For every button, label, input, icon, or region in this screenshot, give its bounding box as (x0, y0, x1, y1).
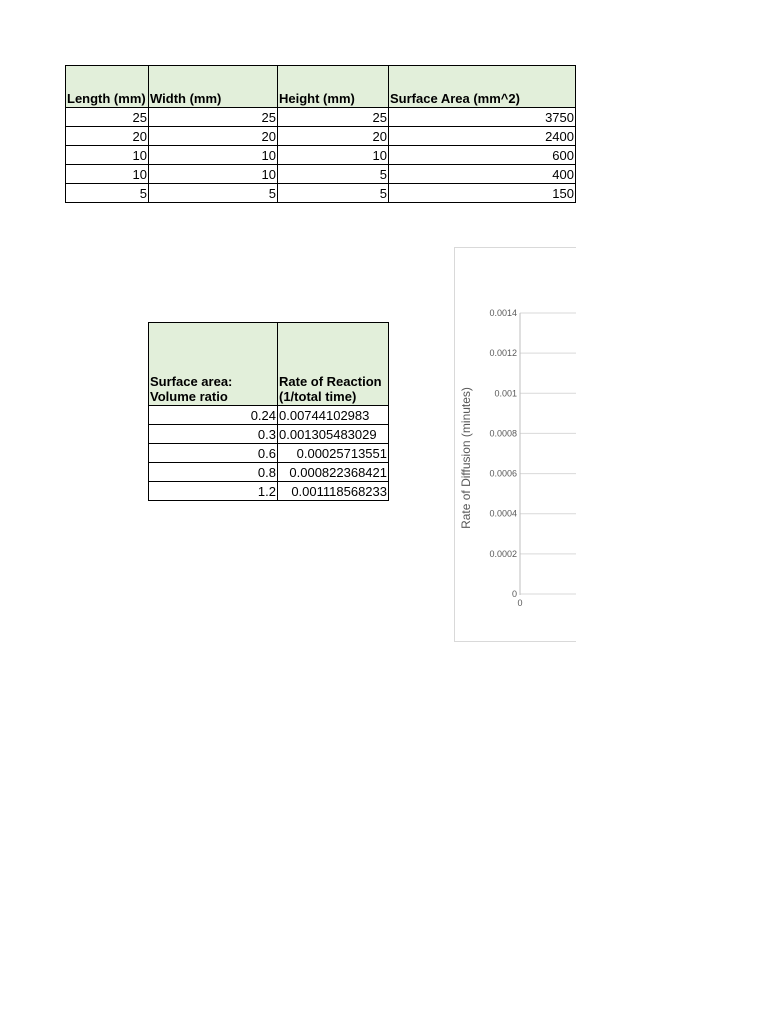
y-tick-label: 0.0006 (489, 468, 517, 479)
y-tick-label: 0.001 (494, 388, 517, 399)
x-axis-ticks (517, 598, 522, 608)
cell[interactable]: 1.2 (149, 482, 278, 501)
dimensions-header-row (66, 66, 576, 108)
y-axis-ticks (489, 308, 517, 599)
cell[interactable]: 25 (278, 108, 389, 127)
y-tick-label: 0.0008 (489, 428, 517, 439)
cell[interactable]: 150 (389, 184, 576, 203)
cell[interactable]: 0.000822368421 (278, 463, 389, 482)
header-width[interactable]: Width (mm) (149, 66, 278, 108)
cell[interactable]: 400 (389, 165, 576, 184)
table-row (66, 184, 576, 203)
cell[interactable]: 0.001305483029 (278, 425, 389, 444)
cell[interactable]: 10 (149, 146, 278, 165)
table-row (149, 482, 389, 501)
cell[interactable]: 10 (66, 165, 149, 184)
cell[interactable]: 0.8 (149, 463, 278, 482)
header-sa-volume-ratio[interactable]: Surface area: Volume ratio (149, 323, 278, 406)
table-row (66, 165, 576, 184)
table-row (149, 444, 389, 463)
dimensions-table (65, 65, 576, 203)
y-tick-label: 0.0012 (489, 348, 517, 359)
cell[interactable]: 25 (149, 108, 278, 127)
cell[interactable]: 0.001118568233 (278, 482, 389, 501)
sheet-edge-mask (576, 0, 768, 1024)
ratio-header-row (149, 323, 389, 406)
header-height[interactable]: Height (mm) (278, 66, 389, 108)
cell[interactable]: 0.3 (149, 425, 278, 444)
table-row (66, 127, 576, 146)
cell[interactable]: 5 (149, 184, 278, 203)
table-row (149, 425, 389, 444)
cell[interactable]: 3750 (389, 108, 576, 127)
cell[interactable]: 10 (66, 146, 149, 165)
cell[interactable]: 0.24 (149, 406, 278, 425)
cell[interactable]: 20 (278, 127, 389, 146)
header-length[interactable]: Length (mm) (66, 66, 149, 108)
cell[interactable]: 600 (389, 146, 576, 165)
y-tick-label: 0.0014 (489, 308, 517, 318)
cell[interactable]: 2400 (389, 127, 576, 146)
cell[interactable]: 10 (278, 146, 389, 165)
y-tick-label: 0.0004 (489, 508, 517, 519)
header-surface-area[interactable]: Surface Area (mm^2) (389, 66, 576, 108)
y-tick-label: 0 (511, 589, 517, 599)
cell[interactable]: 0.00744102983 (278, 406, 389, 425)
table-row (149, 406, 389, 425)
x-tick-label: 0 (517, 598, 523, 608)
y-tick-label: 0.0002 (489, 548, 517, 559)
cell[interactable]: 25 (66, 108, 149, 127)
cell[interactable]: 5 (278, 165, 389, 184)
cell[interactable]: 0.6 (149, 444, 278, 463)
scatter-chart (454, 247, 576, 640)
header-rate-of-reaction[interactable]: Rate of Reaction (1/total time) (278, 323, 389, 406)
cell[interactable]: 20 (149, 127, 278, 146)
cell[interactable]: 5 (66, 184, 149, 203)
y-axis-title: Rate of Diffusion (minutes) (459, 387, 473, 529)
table-row (66, 108, 576, 127)
cell[interactable]: 0.00025713551 (278, 444, 389, 463)
cell[interactable]: 5 (278, 184, 389, 203)
cell[interactable]: 20 (66, 127, 149, 146)
table-row (149, 463, 389, 482)
cell[interactable]: 10 (149, 165, 278, 184)
ratio-table (148, 322, 389, 501)
table-row (66, 146, 576, 165)
chart-gridlines (520, 313, 576, 594)
